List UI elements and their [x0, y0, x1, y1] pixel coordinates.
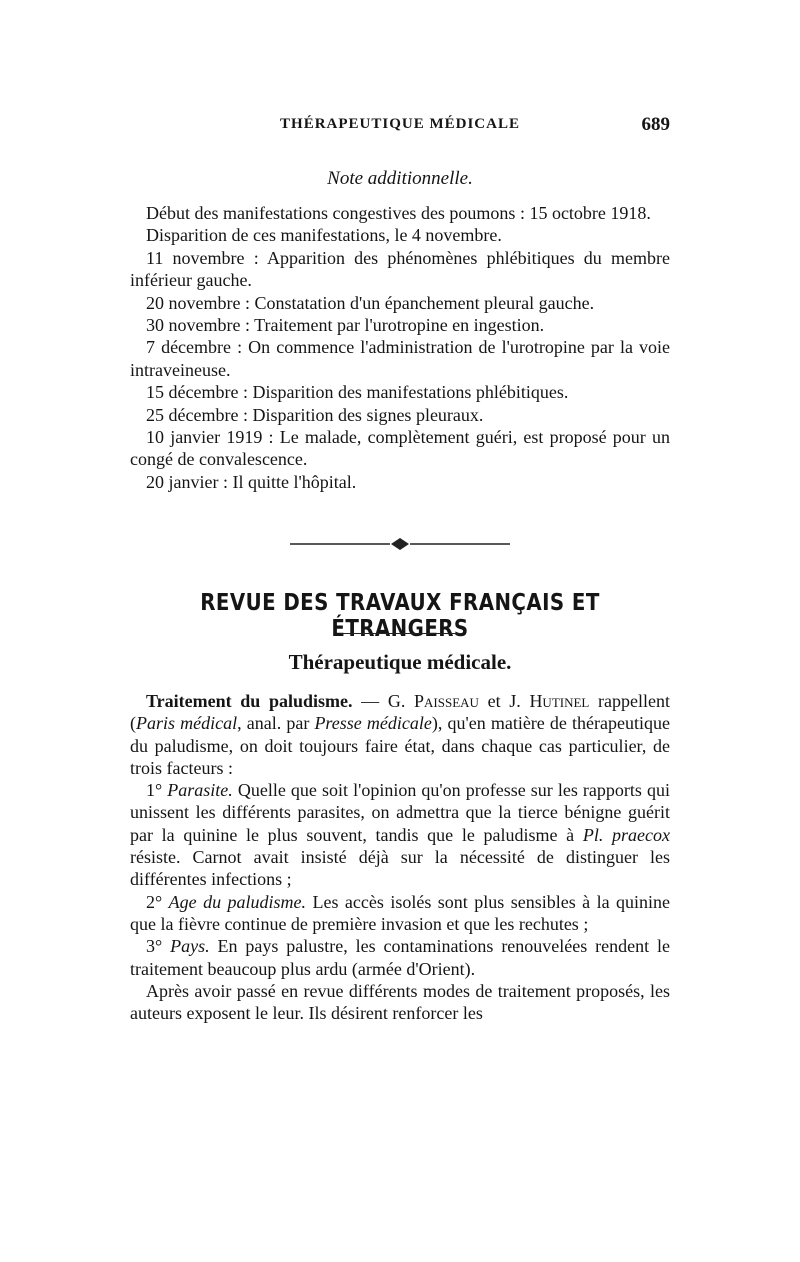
note-title: Note additionnelle. [327, 168, 473, 189]
text-span: résiste. Carnot avait insisté déjà sur la nécessité de distinguer les différentes infections ; [130, 847, 670, 890]
ornament-rule-icon [290, 537, 510, 551]
item-number: 2° [146, 891, 169, 912]
section-heading: REVUE DES TRAVAUX FRANÇAIS ET ÉTRANGERS [200, 590, 600, 642]
running-head [130, 116, 670, 140]
page-number: 689 [641, 114, 670, 135]
sub-heading: Thérapeutique médicale. [288, 650, 512, 674]
text-span: En pays palustre, les contaminations renouvelées rendent le traitement beaucoup plus ardu (armée d'Orient). [130, 936, 670, 979]
author-name: Hutinel [529, 691, 590, 711]
note-entry: 20 novembre : Constatation d'un épanchement pleural gauche. [146, 292, 595, 313]
text-span: ), qu'en matière de thérapeutique du paludisme, on doit toujours faire état, dans chaque cas particulier, de trois facteurs : [130, 713, 670, 778]
article-paragraph [130, 935, 670, 980]
note-entry: 25 décembre : Disparition des signes pleuraux. [146, 404, 484, 425]
note-entry: 10 janvier 1919 : Le malade, complètement guéri, est proposé pour un congé de convalescence. [130, 427, 670, 470]
divider [340, 633, 460, 634]
article-body [130, 690, 670, 1024]
note-entry: 11 novembre : Apparition des phénomènes phlébitiques du membre inférieur gauche. [130, 247, 670, 291]
item-number: 3° [146, 936, 171, 957]
text-span: Quelle que soit l'opinion qu'on professe sur les rapports qui unissent les différents parasites, on admettra que la tierce bénigne guérit par la quinine le plus souvent, tandis que le paludisme à [130, 780, 670, 845]
note-entry: 7 décembre : On commence l'administration de l'urotropine par la voie intraveineuse. [130, 337, 670, 380]
author-initial: J. [509, 691, 530, 711]
text-span: , anal. par [237, 713, 315, 734]
text-span: rappellent ( [130, 691, 671, 734]
item-label: Pays. [170, 936, 210, 957]
text-span: Après avoir passé en revue différents modes de traitement proposés, les auteurs exposent le leur. Ils désirent renforcer les [130, 980, 670, 1024]
article-paragraph [130, 980, 670, 1025]
article-title: Traitement du paludisme. [146, 691, 353, 711]
author-name: Paisseau [414, 691, 479, 711]
species-name: Pl. praecox [582, 824, 670, 845]
article-paragraph [130, 891, 670, 936]
item-label: Parasite. [167, 780, 233, 801]
note-entry: 15 décembre : Disparition des manifestations phlébitiques. [146, 382, 569, 403]
text-span: Les accès isolés sont plus sensibles à la quinine que la fièvre continue de première invasion et que les rechutes ; [130, 891, 671, 934]
running-title: THÉRAPEUTIQUE MÉDICALE [280, 116, 520, 132]
article-paragraph [130, 690, 670, 779]
author-initial: G. [387, 691, 415, 711]
source-title: Presse médicale [314, 713, 432, 734]
article-paragraph [130, 779, 670, 890]
note-entry: 20 janvier : Il quitte l'hôpital. [146, 471, 357, 492]
text-span: et [478, 691, 510, 711]
source-title: Paris médical [136, 713, 238, 734]
note-entries [130, 202, 670, 493]
item-label: Age du paludisme. [168, 891, 307, 912]
text-span: — [352, 691, 388, 711]
note-entry: Disparition de ces manifestations, le 4 novembre. [146, 225, 502, 246]
note-entry: 30 novembre : Traitement par l'urotropine en ingestion. [146, 315, 545, 336]
note-entry: Début des manifestations congestives des poumons : 15 octobre 1918. [146, 203, 651, 223]
item-number: 1° [146, 780, 168, 801]
